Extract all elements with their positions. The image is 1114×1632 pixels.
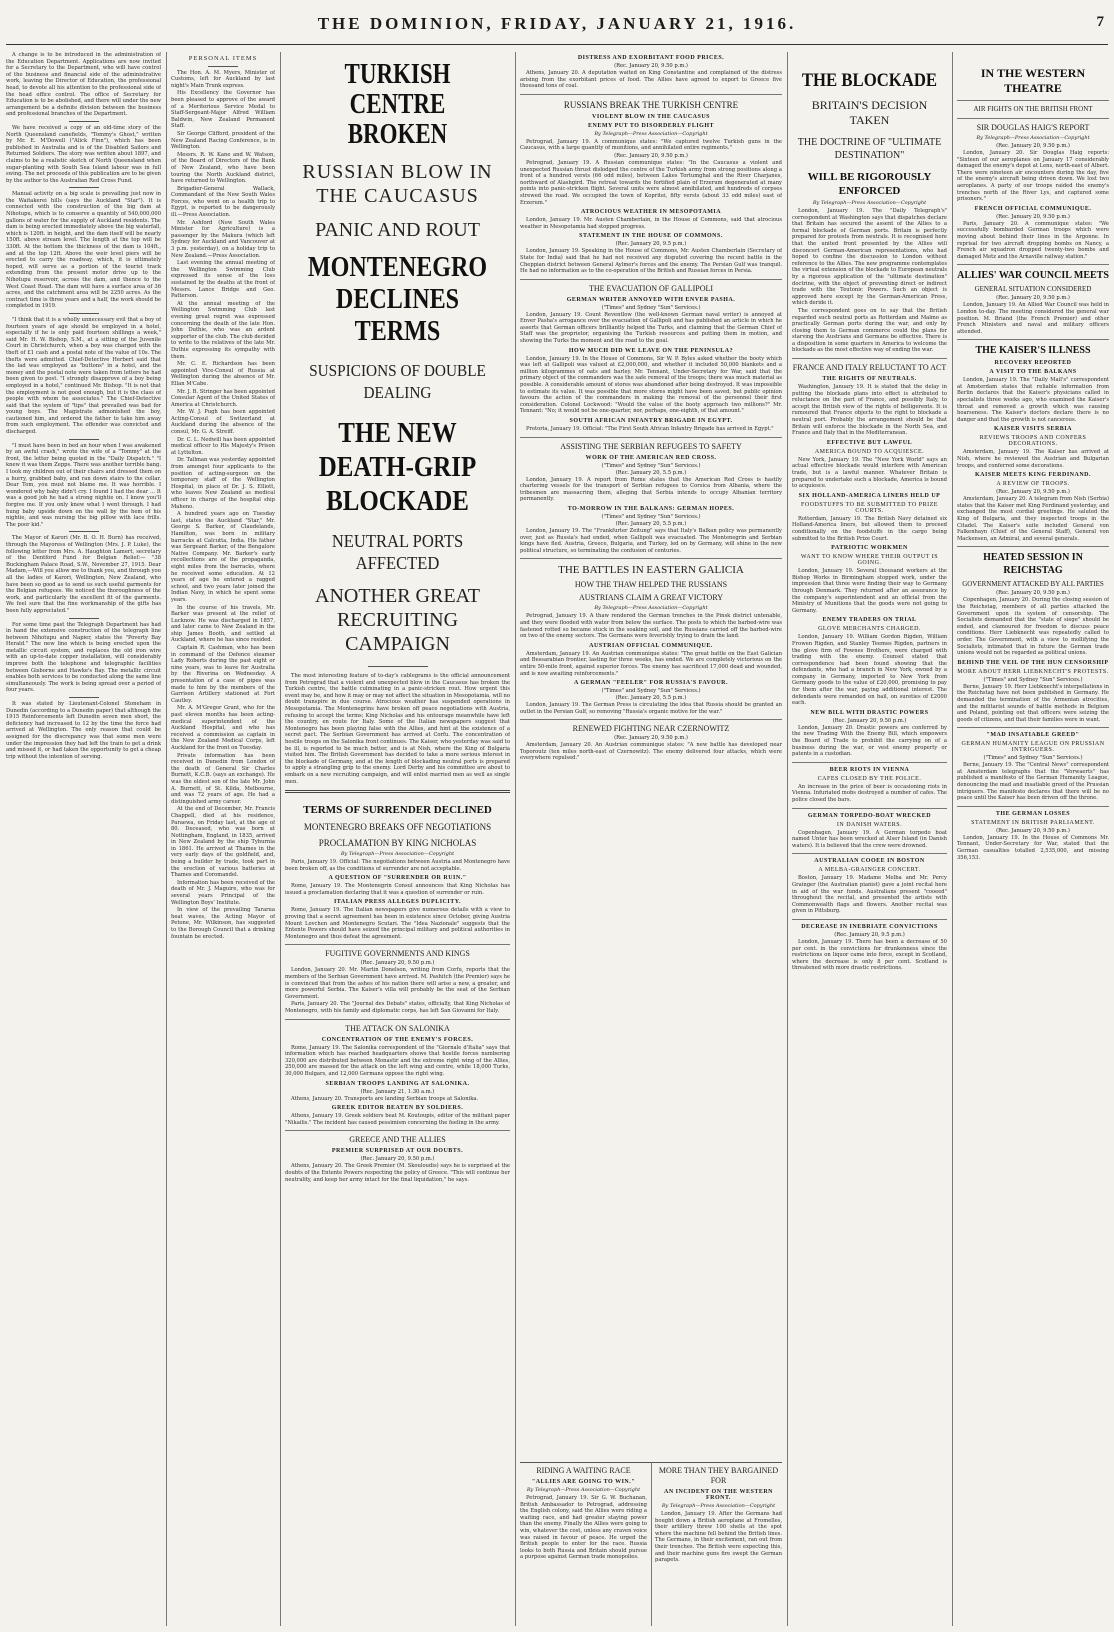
separator (792, 808, 947, 809)
received-time: (Rec. January 20, 9.50 p.m.) (996, 590, 1070, 597)
section-subheading: WANT TO KNOW WHERE THEIR OUTPUT IS GOING. (800, 554, 939, 567)
article-paragraph: At the annual meeting of the Wellington Swimming Club last evening great regret was expressed concerning the death of the late Hon. John Duthie, who was an ardent supporter of the club. The club decided to write to the relatives of the late Mr. Duthie expressing its sympathy with them. (171, 300, 275, 360)
section-subheading: GERMAN TORPEDO-BOAT WRECKED (807, 812, 932, 819)
received-time: (Rec. January 20, 9.5 p.m.) (615, 241, 687, 248)
received-time: (Rec. January 20, 9.50 p.m.) (832, 717, 907, 724)
sub-headline: BRITAIN'S DECISION TAKEN (811, 98, 928, 127)
article-paragraph: Rome, January 19. The Italian newspapers give numerous details with a view to proving that a secret agreement has been in existence since October, giving Austria Mount Lovchen and Montenegro Scutari. The "Idea Nazionale" suggests that the Entente Powers should have seized the principal military and political authorities in Montenegro and thus defeat the agreement. (285, 907, 510, 940)
section-subheading: THE GERMAN LOSSES (995, 810, 1071, 817)
section-subheading: PREMIER SURPRISED AT OUR DOUBTS. (331, 1148, 464, 1155)
article-paragraph: Athens, January 19. Greek soldiers beat M. Koutoupis, editor of the militant paper "Nikailis." The incident has caused pessimism concerning the feeling in the army. (285, 1113, 510, 1126)
separator (957, 806, 1109, 807)
article-paragraph: London, January 19. The German Press is circulating the idea that Russia should be granted an outlet in the Persian Gulf, so removing "Russia's organic motive for the war." (520, 702, 782, 715)
article-paragraph: Washington, January 19. It is stated that the delay in putting the blockade plans into effect is attributed to reluctance on the part of France, and possibly Italy, to accept the British view of the rights of belligerents. It is rumoured that France objects to the right to blockade a neutral port. Probably the arrangement should be that Britain will enforce the blockade in the North Sea, and France and Italy that in the Mediterranean. (792, 384, 947, 437)
masthead (0, 0, 1114, 56)
separator (792, 358, 947, 359)
received-time: (Rec. January 20, 9.50 p.m.) (614, 63, 688, 69)
section-subheading: A REVIEW OF TROOPS. (996, 481, 1070, 488)
article-paragraph: His Excellency the Governor has been pleased to approve of the award of a Meritorious Service Medal to Staff-Sergeant-Major Alfred William Baldwin, New Zealand Permanent Staff. (171, 90, 275, 130)
separator (368, 666, 428, 667)
received-time: (Rec. January 20, 5.5 p.m.) (615, 520, 687, 527)
section-subheading: AMERICA BOUND TO ACQUIESCE. (814, 448, 925, 455)
column-1 (6, 52, 161, 1626)
section-subheadline: AUSTRIANS CLAIM A GREAT VICTORY (578, 593, 724, 603)
sub-headline: ANOTHER GREAT RECRUITING CAMPAIGN (315, 585, 480, 655)
separator (520, 279, 782, 280)
article-paragraph: Manual activity on a big scale is prevailing just now in the Waitakerei hills (says the Auckland "Star"). It is connected with the construction of the big dam at Nihotupu, which is to conserve a quantity of 540,000,000 gallons of water for the supply of Auckland residents. The dam is being erected immediately above the big waterfall, which is 120ft. in height, and the dam itself will be nearly 150ft. above stream level. The length at the top will be 330ft. At the bottom the thickness of the dam is 104ft., and at the top 12ft. Above the weir level piers will be erected to carry the roadway, which, it is ultimately hoped, will serve as a portion of the tourist track extending from the present motor drive up to the Nihotupu reservoir, across the dam, and thence to the West Coast Road. The dam will have a surface area of 36 acres, and the catchment area will be 2250 acres. As the contract time is three years and a half, the work should be completed in 1919. (6, 191, 161, 310)
section-subheading: A MELBA-GRAINGER CONCERT. (818, 867, 921, 874)
headline: THE NEW DEATH-GRIP BLOCKADE (318, 417, 477, 517)
source-line: ("Times" and Sydney "Sun" Services.) (601, 513, 701, 520)
section-headline: THE EVACUATION OF GALLIPOLI (588, 283, 714, 293)
separator (520, 94, 782, 95)
section-subheading: DISTRESS AND EXORBITANT FOOD PRICES. (577, 55, 725, 61)
masthead-rule (6, 44, 1108, 45)
article-paragraph: Rome, January 19. The Salonika correspondent of the "Giornale d'Italia" says that information which has reached headquarters shows that hostile forces numbering 320,000 are distributed between Monastir and the extreme right wing of the Allies, 250,000 are massed for the attack on the left wing and centre, while 18,000 Turks, 30,000 Bulgars, and 12,000 Germans oppose the right wing. (285, 1044, 510, 1077)
separator (957, 100, 1109, 101)
section-headline: FUGITIVE GOVERNMENTS AND KINGS (325, 949, 470, 959)
article-paragraph: London, January 20. Sir Douglas Haig reports: "Sixteen of our aeroplanes on January 17 considerably damaged the enemy's depot at Lens, north-east of Albert. There were nineteen air encounters during the day, five of the enemy's aircraft being driven down. We lost two aeroplanes. A party of our troops raided the enemy's trenches north of the River Lys, and captured some prisoners." (957, 150, 1109, 203)
article-paragraph: Information has been received of the death of Mr. J. Maguire, who was for several years Principal of the Wellington Boys' Institute. (171, 879, 275, 906)
article-paragraph: Pretoria, January 19. Official: "The First South African Infantry Brigade has arrived in Egypt." (526, 426, 774, 432)
article-paragraph: London, January 19. Mr. Austen Chamberlain, in the House of Commons, said that atrocious weather in Mesopotamia had stopped progress. (520, 217, 782, 230)
separator (69, 618, 99, 619)
section-subheading: "MAD INSATIABLE GREED" (986, 732, 1080, 739)
article-paragraph: London, January 19. Count Reventlow (the well-known German naval writer) is annoyed at Enver Pasha's arrogance over the evacuation of Gallipoli and has published an article in which he asserts that German officers brilliantly helped the Turks, and claiming that the German Chief of Staff was the proprietor, organising the Turkish resources and putting them in motion, and showing the Turks the moment and the road to the goal. (520, 311, 782, 345)
article-paragraph: London, January 19. In the House of Commons Mr. Tennant, Under-Secretary for War, stated that the German casualties totalled 2,535,000, and missing 356,153. (957, 834, 1109, 861)
article-paragraph: London, January 19. A report from Rome states that the American Red Cross is hastily chartering vessels for the transport of Serbian refugees to Corsica from Albania, where the tribesmen are massacring them, alleging that Serbia intends to occupy Albanian territory permanently. (520, 476, 782, 503)
section-subheading: THE RIGHTS OF NEUTRALS. (822, 376, 917, 383)
article-paragraph: The correspondent goes on to say that the British regarded such neutral ports as Rotterdam and Malmo as practically German ports during the war, and only by closing them to German commerce could the plans for starving the Austrians and Germans be effective. There is a disposition in some quarters in America to welcome the blockade as the most effective way of ending the war. (792, 307, 947, 354)
article-paragraph: Athens, January 20. The Greek Premier (M. Skouloudis) says he is surprised at the doubts of the Entente Powers respecting the policy of Greece. "This will continue her neutrality, and keep her army intact for the final liquidation," he says. (285, 1163, 510, 1183)
main-headline: TURKISH CENTRE BROKEN (344, 59, 451, 150)
article-paragraph: Rome, January 19. The Montenegrin Consul announces that King Nicholas has issued a proclamation declaring that it was a question of surrender or ruin. (285, 883, 510, 896)
source-line: ("Times" and Sydney "Sun" Services.) (983, 676, 1083, 683)
section-subheading: SOUTH AFRICAN INFANTRY BRIGADE IN EGYPT. (569, 418, 733, 424)
article-paragraph: Amsterdam, January 19. An Austrian communique states: "The great battle on the East Galician and Bessarabian frontier, lasting for three weeks, has ended. We are completely victorious on the entire 50-mile front, against superior forces. The enemy has sacrificed 17,000 dead and wounded, and is now awaiting reinforcements." (520, 650, 782, 677)
section-subheading: FRENCH OFFICIAL COMMUNIQUE. (974, 205, 1092, 212)
section-subheading: AN INCIDENT ON THE WESTERN FRONT. (663, 1489, 774, 1501)
separator (957, 118, 1109, 119)
separator (792, 762, 947, 763)
article-paragraph: Paris, January 19. Official: The negotiations between Austria and Montenegro have been broken off, as the conditions of surrender are not acceptable. (285, 859, 510, 872)
article-paragraph: London, January 19. In the House of Commons, Sir W. P. Byles asked whether the booty which was left at Gallipoli was valued at £2,000,000, and whether it included 50,000 blankets and a million kilogrammes of oats and barley. Mr. Tennant, Under-Secretary for War, said that the primary object of the commanders was the safe removal of the troops; there was much material as possible. A considerable amount of stores was abandoned after being destroyed. It was impossible to estimate its value. It was possible that more stores might have been saved, but public opinion favours the action of the commanders in making the removal of the personnel their first consideration. Colonel Lockwood: "Would the value of the booty approach two millions?" Mr. Tennant: "No; it would not be one-quarter, nor, perhaps, one-eighth, of that amount." (520, 355, 782, 415)
article-paragraph: London, January 19. Several thousand workers at the Bishop Works in Birmingham stopped work, under the impression that three were finding their way to Germany through Denmark. They returned after an assurance by the company's superintendent and an official from the Ministry of Munitions that the goods were not going to Germany. (792, 568, 947, 614)
article-paragraph: Amsterdam, January 20. A telegram from Nish (Serbia) states that the Kaiser met King Ferdinand yesterday, and exchanged the most cordial greetings. He saluted the King of Bulgaria, and they inspected troops in the Citadel. The Kaiser's suite included General von Falkenhayn (Chief of the General Staff), General von Mackensen, an Admiral, and several generals. (957, 496, 1109, 542)
section-subheading: KAISER VISITS SERBIA (994, 426, 1072, 433)
byline: By Telegraph—Press Association—Copyright (526, 1487, 641, 1493)
headline: MONTENEGRO DECLINES TERMS (307, 252, 488, 347)
newspaper-title: THE DOMINION, FRIDAY, JANUARY 21, 1916. (317, 14, 797, 33)
separator (957, 264, 1109, 265)
article-paragraph: Petrograd, January 19. Sir G. W. Buchanan, British Ambassador to Petrograd, addressing the English colony, said the Allies were riding a waiting race, and had greater staying power than the enemy. Finally the Allies were going to win, whatever the cost, unless any craven voice was raised in favour of peace. He urged the British people to enter for the race. Russia looks to both Russia and Britain should pursue a purpose against German trade monopolies. (520, 1495, 647, 1561)
article-paragraph: Sir George Clifford, president of the New Zealand Racing Conference, is in Wellington. (171, 130, 275, 151)
article-paragraph: At the end of December, Mr. Francis Chappell, died at his residence, Paraewa, on Friday last, at the age of 80. Deceased, who was born at Nottingham, England, in 1835, arrived in New Zealand by the ship Tyburnia in 1861. He arrived at Thames in the very early days of the goldfield, and, being a builder by trade, took part in the erection of various batteries at Thames and Coromandel. (171, 806, 275, 879)
article-paragraph: "I must have been in bed an hour when I was awakened by an awful crash," wrote the wife of a "Tommy" at the front, the letter being quoted in the "Daily Dispatch." "I knew it was them Zepps. There was another terrible bang. I took my children out of their chairs and dressed them on a hurry, grabbed baby, and ran down stairs to the cellar. Dear Tom, you must not blame me. It was horrible. I wondered why baby didn't cry. I found I had the dear ... It was a good job he had a strong nightie on. I know you'll forgive me. If you only knew what I went through. I had hung baby upside down on the wall by the hem of his nightie, and was nursing the big pillow with lace frills. The poor kid." (6, 442, 161, 528)
column-5 (792, 52, 947, 1626)
article-paragraph: We have received a copy of an old-time story of the North Queensland canefields, "Tommy's Ghost," written by Mr. E. M'Dowell ("Alick Finn"), which has been published in Australia and is of the Disabled Sailors and Returned Soldiers. The story was written about 1897, and claims to be a realistic sketch of North Queensland when sugar-planting with South Sea Island labour was in full swing. The net proceeds of this publication are to be given by the author to the Australian Red Cross Fund. (6, 124, 161, 184)
section-subheading: STATEMENT IN BRITISH PARLIAMENT. (971, 819, 1095, 826)
separator (285, 1130, 510, 1131)
section-subheading: SIX HOLLAND-AMERICA LINERS HELD UP (798, 492, 941, 499)
received-time: (Rec. January 21, 1.30 a.m.) (360, 1088, 435, 1095)
byline: By Telegraph—Press Association—Copyright (976, 135, 1090, 141)
article-paragraph: London, January 19. After the Germans had bought down a British aeroplane at Fromelles, their artillery threw 100 shells at the spot where the machine fell behind the British lines. The Germans, in their excitement, ran out from their trenches. The British were expecting this, and their machine guns fire swept the German parapets. (655, 1511, 782, 1564)
page-number: 7 (1096, 14, 1104, 30)
sub-headline: SIR DOUGLAS HAIG'S REPORT (976, 123, 1090, 132)
section-subheading: ITALIAN PRESS ALLEGES DUPLICITY. (333, 899, 462, 906)
received-time: (Rec. January 20, 9.50 p.m.) (360, 1156, 435, 1163)
section-headline: ASSISTING THE SERBIAN REFUGEES TO SAFETY (560, 441, 742, 451)
received-time: (Rec. January 20, 9.50 p.m.) (996, 295, 1070, 302)
article-paragraph: The Mayor of Karori (Mr. B. O. H. Burn) has received, through the Mayoress of Wellington (Mrs. J. P. Luke), the following letter from Mrs. A. Haughton Lamert, secretary of the Dentford Fund for Belgian Relief:— "38 Buckingham Palace Road, S.W., November 27, 1915. Dear Madam,—Will you allow me to thank you, and through you all the ladies of Karori, Wellington, New Zealand, who have been so good as to send us such useful garments for the Belgian refugees. We noticed the thoroughness of the work, and particularly the excellent fit of the garments. We feel sure that the fine workmanship of the gifts has been fully appreciated." (6, 535, 161, 614)
separator (285, 944, 510, 945)
byline: By Telegraph—Press Association—Copyright (340, 851, 455, 858)
section-subheading: IN DANISH WATERS. (836, 821, 903, 828)
section-subheading: BEER RIOTS IN VIENNA (829, 766, 910, 773)
article-paragraph: Mr. W. J. Pugh has been appointed Acting-Consul of Switzerland at Auckland during the absence of the consul, Mr. G. A. Streiff. (171, 409, 275, 436)
sub-headline: WILL BE RIGOROUSLY ENFORCED (807, 171, 932, 197)
section-subheading: A VISIT TO THE BALKANS (989, 369, 1077, 376)
article-paragraph: London, January 20. Mr. Martin Donelson, writing from Corfu, reports that the members of the Serbian Government have arrived. M. Pashitch (the Premier) says he is convinced that from the ashes of his nation there will arise a new, a greater, and more powerful Serbia. The Kaiser's villa will probably be the seat of the Serbian Government. (285, 967, 510, 1000)
received-time: (Rec. January 20, 9.50 p.m.) (614, 735, 688, 742)
received-time: (Rec. January 20, 9.50 p.m.) (360, 960, 435, 967)
article-paragraph: London, January 19. William Gordon Rigden, William Frowen Rigden, and Stanley Teemes Rigden, partners in the glove firm of Fownes Brothers, were charged with trading with the enemy. Counsel stated that correspondence had been found showing that the defendants, who had a branch in New York, owned by a company in Germany, imported to New York from Germany goods to the value of £20,000, promising to pay for them after the war, paying additional interest. The defendants were remanded on bail, on sureties of £2000 each. (792, 634, 947, 707)
article-paragraph: London, January 20. Drastic powers are conferred by the new Trading With the Enemy Bill, which empowers the Board of Trade to prohibit the carrying on of a business during the war, or vest enemy property or patents in a custodian. (792, 724, 947, 758)
byline: By Telegraph—Press Association—Copyright (812, 200, 927, 206)
article-paragraph: A change is to be introduced in the administration of the Education Department. Applications are now invited for a Secretary to the Department, who will have control of the business and financial side of the administrative work, leaving the Director of Education, the professional head, to devote all his attention to the professional side of the head office control. The office of Secretary for Education is to be abolished, and there will under the new arrangement be a definite division between the business and professional branches of the Department. (6, 52, 161, 118)
article-paragraph: Paris, January 20. The "Journal des Debats" states, officially, that King Nicholas of Montenegro, with his family and diplomatic corps, has left San Giovanni for Italy. (285, 1001, 510, 1014)
received-time: (Rec. January 20, 5.5 p.m.) (615, 695, 687, 702)
separator (957, 546, 1109, 547)
column-rule (952, 52, 953, 1626)
article-paragraph: "I think that it is a wholly unnecessary evil that a boy of fourteen years of age should be employed in a hotel, especially if he is only paid fourteen shillings a week," said Mr. H. W. Bishop, S.M., at a sitting of the Juvenile Court in Christchurch, when a boy was charged with the theft of £1 cash and a postal note of the value of 10s. The thefts were admitted. Chief-Detective Herbert said that the lad was employed as "buttons" in a hotel, and the money and the postal note were taken from letters he had been given to post. "I strongly disapprove of a boy being employed in a hotel," continued Mr. Bishop. "It is not that the employment is not good enough, but it is the class of people with whom he associates." The Chief-Detective said that the system of "tips" that prevailed was bad for young boys. The Magistrate admonished the boy, cautioned him, and ordered the father to take him away from such employment. The offender was convicted and discharged. (6, 316, 161, 436)
article-paragraph: An increase in the price of beer is occasioning riots in Vienna. Infuriated mobs destroyed a number of cafes. The police closed the bars. (792, 783, 947, 803)
separator (69, 531, 99, 532)
section-headline: RUSSIANS BREAK THE TURKISH CENTRE (563, 99, 739, 110)
article-paragraph: New York, January 19. The "New York World" says an actual effective blockade would interfere with American trade, but is a lawful manner. Whatever Britain is prepared to undertake such a blockade, America is bound to acquiesce. (792, 456, 947, 490)
column-4-bottom-left (520, 1466, 647, 1626)
article-paragraph: Brigadier-General Wallack, Commandant of the New South Wales Forces, who went on a health trip to Egypt, is reported to be dangerously ill.—Press Association. (171, 185, 275, 219)
article-paragraph: Copenhagen, January 19. A German torpedo boat named Unter has been wrecked at Alser Island (in Danish waters). It is believed that the crew were drowned. (792, 829, 947, 849)
main-headline: IN THE WESTERN THEATRE (980, 66, 1086, 95)
column-6 (957, 52, 1109, 1626)
separator (792, 853, 947, 854)
article-paragraph: Mr. C. E. Richardson has been appointed Vice-Consul of Russia at Wellington during the absence of Mr. Ellan M'Cabe. (171, 361, 275, 387)
column-4-bottom-right (655, 1466, 782, 1626)
article-paragraph: Petrograd, January 19. A communique states: "We captured twelve Turkish guns in the Caucasus, with a large quantity of munitions, and annihilated entire regiments." (520, 138, 782, 152)
section-subheading: MORE ABOUT HERR LIEBKNECHT'S PROTESTS. (957, 668, 1109, 675)
article-paragraph: Petrograd, January 19. A thaw rendered the German trenches in the Pinsk district untenable, and they were flooded with water from below the surface. The posts to which the barbed-wire was fastened rotted so became stuck in the soaking soil, and the Russians carried off the barbed-wire on two of the enemy sectors. The Germans were feverishly trying to drain the land. (520, 613, 782, 640)
article-paragraph: Mr. A. M'Gregor Grant, who for the past eleven months has been acting-medical superintendent of the Auckland Hospital, and who has received a commission as captain in the New Zealand Medical Corps, left Auckland for the front on Tuesday. (171, 705, 275, 751)
section-subheading: GREEK EDITOR BEATEN BY SOLDIERS. (331, 1105, 464, 1112)
section-headline: RIDING A WAITING RACE (536, 1466, 631, 1475)
article-paragraph: Captain R. Cashman, who has been in command of the Defence steamer Lady Roberts during the past eight or nine years, was to leave for Australia by the Riverina on Wednesday. A presentation of a case of pipes was made to him by the members of the Garrison Artillery stationed at Fort Cautley. (171, 645, 275, 704)
received-time: (Rec. January 20, 9.50 p.m.) (996, 143, 1070, 149)
byline: By Telegraph—Press Association—Copyright (661, 1503, 776, 1509)
column-rule (515, 52, 516, 1626)
byline: By Telegraph—Press Association—Copyright (594, 130, 708, 137)
separator (520, 558, 782, 559)
separator (957, 339, 1109, 340)
column-rule (166, 52, 167, 1626)
section-subheading: CAFES CLOSED BY THE POLICE. (817, 775, 922, 782)
sub-headline: RUSSIAN BLOW IN THE CAUCASUS (302, 161, 493, 207)
received-time: (Rec. January 20, 9.5 p.m.) (834, 931, 905, 938)
column-4 (520, 52, 782, 1462)
section-subheading: VIOLENT BLOW IN THE CAUCASUS (591, 113, 711, 120)
section-headline: FRANCE AND ITALY RELUCTANT TO ACT (792, 363, 947, 373)
article-paragraph: In the course of his travels, Mr. Barker was present at the relief of Lucknow. He was discharged in 1857, and later came to New Zealand in the ship James Booth, and settled at Auckland, where he has since resided. (171, 604, 275, 644)
section-subheadline: HOW THE THAW HELPED THE RUSSIANS (574, 580, 728, 590)
article-paragraph: London, January 19. An Allied War Council was held in London to-day. The meeting considered the general war position. M. Briand (the French Premier) and other French Ministers and naval and military officers attended. (957, 302, 1109, 335)
article-paragraph: The Hon. A. M. Myers, Minister of Customs, left for Auckland by last night's Main Trunk express. (171, 69, 275, 89)
section-subheading: ATROCIOUS WEATHER IN MESOPOTAMIA (580, 209, 722, 216)
section-subheading: NEW BILL WITH DRASTIC POWERS (810, 709, 929, 716)
section-subheading: AUSTRALIAN COOEE IN BOSTON (814, 858, 925, 865)
received-time: (Rec. January 20, 9.50 p.m.) (996, 489, 1070, 496)
separator (957, 727, 1109, 728)
article-paragraph: Amsterdam, January 20. An Austrian communique states: "A new battle has developed near Toporoutz (ten miles north-east of Czernowitz). The enemy delivered four attacks, which were everywhere repulsed." (520, 742, 782, 762)
article-paragraph: London, January 19. The "Frankfurter Zeitung" says that Italy's Balkan policy was permanently over, just as Russia's had ended, when Gallipoli was evacuated. The Montenegrin and Serbian kings have fled. Austria, Greece, Bulgaria, and Turkey, led on by Germany, will shine in the new political structure, so terminating the confusion of centuries. (520, 527, 782, 554)
article-paragraph: Last evening the annual meeting of the Wellington Swimming Club expressed its sense of the loss sustained by the deaths at the front of Messrs. Lance Bridge and Geo. Patterson. (171, 260, 275, 300)
section-subheading: WORK OF THE AMERICAN RED CROSS. (585, 454, 717, 461)
article-paragraph: For some time past the Telegraph Department has had in hand the extensive construction of the telegraph line between Nihotupu and Napier, states the "Poverty Bay Herald." The new line which is being erected upon the metallic circuit system, and replaces the old iron wire with an up-to-date copper installation, will considerably improve both the telephone and telegraphic facilities between Gisborne and Hawke's Bay. The metallic circuit enables both services to be conducted along the same line simultaneously. The work is being spread over a period of four years. (6, 621, 161, 694)
section-subheadline: GENERAL SITUATION CONSIDERED (974, 285, 1092, 294)
section-headline: THE ATTACK ON SALONIKA (345, 1023, 450, 1033)
separator (69, 121, 99, 122)
separator (208, 66, 238, 67)
article-paragraph: Rotterdam, January 19. The British Navy detained six Holland-America liners, but allowed them to proceed conditionally on the foodstuffs in the cargo being submitted to the British Prize Court. (792, 515, 947, 542)
section-subheading: DECREASE IN INEBRIATE CONVICTIONS (801, 923, 938, 930)
received-time: (Rec. January 20, 9.50 p.m.) (614, 152, 688, 159)
received-time: (Rec. January 20, 5.5 p.m.) (615, 469, 687, 476)
article-paragraph: Paris, January 20. A communique states: "We successfully bombarded German troops which were moving about behind their lines in the Argonne. In reprisal for two aircraft dropping bombs on Nancy, a French air squadron dropped twenty-two bombs and damaged Metz and the Arnaville railway station." (957, 220, 1109, 260)
column-2 (171, 52, 275, 1626)
received-time: (Rec. January 20, 9.50 p.m.) (996, 827, 1070, 834)
separator (69, 313, 99, 314)
source-line: ("Times" and Sydney "Sun" Services.) (983, 755, 1083, 762)
sub-headline: AIR FIGHTS ON THE BRITISH FRONT (973, 105, 1093, 113)
section-subheading: PATRIOTIC WORKMEN (831, 545, 908, 552)
section-headline: THE KAISER'S ILLNESS (975, 345, 1091, 357)
article-paragraph: Private information has been received in Dunedin from London of the death of General Sir Charles Burnett, K.C.B. (says an exchange). He was the eldest son of the late Mr. John A. Burnett, of St. Kilda, Melbourne, and was 72 years of age. He had a distinguished army career. (171, 752, 275, 805)
sub-headline: SUSPICIONS OF DOUBLE DEALING (309, 361, 486, 402)
section-subheading: ENEMY TRADERS ON TRIAL (822, 617, 917, 624)
separator (285, 1019, 510, 1020)
article-paragraph: A hundred years ago on Tuesday last, states the Auckland "Star," Mr. George S. Barker, of Claudelands, Hamilton, was born in military barracks at Calcutta, India. His father was Sergeant Barker, of the Bengalore Native Company. Mr. Barker's early recollections are of the propaganda, eight miles from the barracks, where he received some education. At 12 years of age he entered a ragged school, and two years later joined the Indian Navy, in which he spent some years. (171, 511, 275, 603)
column-3 (285, 52, 510, 1626)
section-subheading: GERMAN WRITER ANNOYED WITH ENVER PASHA. (566, 296, 736, 303)
source-line: ("Times" and Sydney "Sun" Services.) (601, 462, 701, 469)
received-time: (Rec. January 20, 9.50 p.m.) (996, 213, 1070, 220)
section-subheading: "ALLIES ARE GOING TO WIN." (531, 1479, 636, 1485)
section-subheading: GLOVE MERCHANTS CHARGED. (818, 626, 921, 633)
section-subheadline: GOVERNMENT ATTACKED BY ALL PARTIES (962, 580, 1104, 589)
article-intro: The most interesting feature of to-day's cablegrams is the official announcement from Petrograd that a violent and unexpected blow in the Caucasus has broken the Turkish centre, the battle culminating in a panic-stricken rout. How urgent this event may be, and how it may or may not affect the situation in Mesopotamia, will no doubt transpire in due course. Atrocious weather has suspended operations in Mesopotamia. The Montenegrins have broken off peace negotiations with Austria, refusing to accept the terms; King Nicholas and his entourage meanwhile have left the country, en route for Italy. Some of the Italian newspapers suggest that Montenegro has been playing false with the Allies, and hint at the existence of a secret pact. The Serbian Government has arrived at Corfu. The concentration of hostile troops on the Salonika front continues. The Kaiser, who yesterday was said to be ill, is reported to be much better, and is at Nish, where the King of Bulgaria visited him. The British Government has decided to take a more serious interest in the blockade of Germany, and at the length of blockading neutral ports is prepared to apply a strangling grip to the enemy. Lord Derby and his committee are about to embark on a new recruiting campaign, and will enlist married men as well as single men. (285, 673, 510, 785)
article-paragraph: Dr. C. L. Nedwill has been appointed medical officer to His Majesty's Prison at Lyttelton. (171, 436, 275, 456)
sub-headline: THE DOCTRINE OF "ULTIMATE DESTINATION" (797, 137, 942, 161)
article-paragraph: Petrograd, January 19. A Russian communique states: "In the Caucasus a violent and unexpected Russian thrust dislodged the centre of the Turkish army from strong positions along a front of a hundred versts (66 odd miles), between Lakes Tortumghal and the River Charjanes, northward of Alashgird. The retreat towards the fortified plain of Erzerum degenerated at many points into panic-stricken flight. Several units were almost annihilated, and hundreds of corpses strewed the road. We occupied the town of Kopritei, fifty versts (about 33 odd miles) east of Erzerum." (520, 159, 782, 206)
article-paragraph: Mr. Ashford (New South Wales Minister for Agriculture) is a passenger by the Makura (which left Sydney for Auckland and Vancouver at 3 p.m. yesterday), on a holiday trip to New Zealand.—Press Association. (171, 219, 275, 259)
section-headline: GREECE AND THE ALLIES (349, 1135, 446, 1145)
section-subheadline: MONTENEGRO BREAKS OFF NEGOTIATIONS (303, 822, 492, 833)
section-headline: RENEWED FIGHTING NEAR CZERNOWITZ (572, 724, 730, 734)
separator (285, 790, 510, 793)
section-headline: THE BATTLES IN EASTERN GALICIA (558, 564, 744, 577)
section-headline: MORE THAN THEY BARGAINED FOR (658, 1466, 779, 1485)
section-subheading: EFFECTIVE BUT LAWFUL (826, 439, 913, 446)
article-paragraph: Dr. Tallman was yesterday appointed from amongst four applicants to the position of acting-surgeon on the temporary staff of the Wellington Hospital, in place of Dr. J. S. Elliott, who leaves New Zealand as medical officer in charge of the hospital ship Maheno. (171, 457, 275, 510)
article-paragraph: In view of the prevailing Tararua heat waves, the Acting Mayor of Petone, Mr. Wilkinson, has suggested to the Borough Council that a drinking fountain be erected. (171, 907, 275, 940)
section-headline: HEATED SESSION IN REICHSTAG (983, 552, 1083, 577)
section-subheading: ENEMY PUT TO DISORDERLY FLIGHT (587, 122, 715, 129)
article-paragraph: Copenhagen, January 20. During the closing session of the Reichstag, members of all parties attacked the Government upon its system of censorship. The Socialists demanded that the "state of siege" should be ended, and clamoured for freedom to discuss peace conditions. Herr Liebknecht was repeatedly called to order. The Government, with a view to mollifying the Socialists, intimated that in future the German trade unions would not be regarded as political unions. (957, 597, 1109, 657)
separator (69, 187, 99, 188)
section-subheading: RECOVERY REPORTED (994, 360, 1072, 367)
section-subheading: STATEMENT IN THE HOUSE OF COMMONS. (579, 233, 723, 240)
source-line: ("Times" and Sydney "Sun" Services.) (601, 688, 701, 695)
article-paragraph: London, January 19. There has been a decrease of 50 per cent. in the convictions for drunkenness since the restrictions on liquor came into force, except in Scotland, where the decrease is only 8 per cent. Scotland is threatened with more drastic restrictions. (792, 938, 947, 972)
section-subheading: FOODSTUFFS TO BE SUBMITTED TO PRIZE COURTS. (801, 501, 938, 514)
article-paragraph: Mr. J. B. Stringer has been appointed Consular Agent of the United States of America at Christchurch. (171, 388, 275, 408)
section-subheading: TO-MORROW IN THE BALKANS: GERMAN HOPES. (567, 505, 735, 512)
column-rule (280, 52, 281, 1626)
section-subheading: A QUESTION OF "SURRENDER OR RUIN." (328, 875, 467, 882)
article-paragraph: Messrs. R. W. Kane and W. Watson, of the Board of Directors of the Bank of New Zealand, who have been touring the North Auckland district, have returned to Wellington. (171, 151, 275, 185)
section-subheading: CONCENTRATION OF THE ENEMY'S FORCES. (321, 1036, 474, 1043)
column-rule (651, 1462, 652, 1626)
section-subheading: AUSTRIAN OFFICIAL COMMUNIQUE. (589, 642, 713, 649)
article-paragraph: Athens, January 20. A deputation waited on King Constantine and complained of the distress arising from the exorbitant prices of food. The Allies have agreed to export to Greece five thousand tons of coal. (520, 70, 782, 90)
source-line: ("Times" and Sydney "Sun" Services.) (601, 304, 701, 311)
article-paragraph: Berne, January 19. The "Central News" correspondent at Amsterdam telegraphs that the "Vorwaerts" has published a manifesto of the German Humanity League, denouncing the mad and insatiable greed of the Prussian intriguers. The manifesto declares that there will be no peace until the Kaiser has been driven off the throne. (957, 762, 1109, 802)
section-subheading: BEHIND THE VEIL OF THE HUN CENSORSHIP (957, 659, 1109, 666)
section-subheading: GERMAN HUMANITY LEAGUE ON PRUSSIAN INTRIGUERS. (961, 741, 1105, 754)
column-rule (787, 52, 788, 1626)
article-paragraph: Athens, January 20. Transports are landing Serbian troops at Salonika. (291, 1095, 479, 1102)
section-subheading: SERBIAN TROOPS LANDING AT SALONIKA. (325, 1080, 470, 1087)
sub-headline: NEUTRAL PORTS AFFECTED (331, 531, 464, 573)
separator (792, 919, 947, 920)
section-subheadline: PROCLAMATION BY KING NICHOLAS (318, 838, 477, 849)
separator (69, 697, 99, 698)
section-heading: PERSONAL ITEMS (188, 55, 258, 62)
separator (69, 439, 99, 440)
separator (520, 437, 782, 438)
section-subheading: HOW MUCH DID WE LEAVE ON THE PENINSULA? (568, 347, 734, 354)
separator (520, 719, 782, 720)
section-headline: TERMS OF SURRENDER DECLINED (303, 804, 492, 817)
main-headline: THE BLOCKADE (801, 70, 938, 91)
article-paragraph: London, January 19. The "Daily Mail's" correspondent at Amsterdam states that reliable information from Berlin declares that the Kaiser's physicians called in specialists three weeks ago, who examined the Kaiser's throat and removed a growth which was causing hoarseness. The Kaiser's doctors declare there is no danger and that the growth is not cancerous. (957, 377, 1109, 423)
article-paragraph: London, January 19. The "Daily Telegraph's" correspondent at Washington says that dispatches declare that Britain has secured the assent of the Allies to a formal blockade of German ports. Britain is perfectly prepared for protests from neutrals. It is recognised here that the united front presented by the Allies will disconcert German-American representations, who had hoped to confine the discussion to London without reference to the Allies. The new programme contemplates the virtual extension of the blockade to European neutrals by a rigorous application of the "ultimate destination" doctrine, with the object of preventing direct or indirect trade with the Teutonic Powers. Such an object is approved here except by the German-American Press, which deride it. (792, 208, 947, 307)
section-subheading: A GERMAN "FEELER" FOR RUSSIA'S FAVOUR. (573, 680, 728, 687)
section-headline: ALLIES' WAR COUNCIL MEETS (957, 270, 1109, 282)
article-paragraph: Boston, January 19. Madame Melba and Mr. Percy Grainger (the Australian pianist) gave a joint recital here in aid of the war funds. Australians present "cooeed" throughout the recital, and presented the artists with Commonwealth flags and flowers. Another recital was given in Pittsburg. (792, 875, 947, 915)
article-paragraph: It was stated by Lieutenant-Colonel Stoneham in Dunedin (according to a Dunedin paper) that although the 1915 Reinforcements left Dunedin seven men short, the deficiency had increased to 12 by the time the force had arrived at Wellington. The only reason that could be assigned for the discrepancy was that some men were under the impression they had left the train to get a drink and missed it, or had taken the opportunity to get a cheap trip without the intention of serving. (6, 701, 161, 760)
article-paragraph: Amsterdam, January 19. The Kaiser has arrived at Nish, where he reviewed the Austrian and Bulgarian troops, and conferred some decorations. (957, 449, 1109, 469)
byline: By Telegraph—Press Association—Copyright (594, 605, 708, 612)
section-subheading: REVIEWS TROOPS AND CONFERS DECORATIONS. (979, 435, 1087, 448)
article-paragraph: Berne, January 19. Herr Liebknecht's interpellations in the Reichstag have not been published in Germany. He demanded the termination of the Armenian atrocities, and the militarist sounds of battle methods in Belgium and Poland, pointing out that officers were seizing the goods of citizens, and that their families were in want. (957, 683, 1109, 723)
article-paragraph: London, January 19. Speaking in the House of Commons, Mr. Austen Chamberlain (Secretary of State for India) said that he had not received any disputed covering the recent battle in the Cheppian district between General Aylmer's forces and the enemy. The Persian Gulf was tranquil. He had no information as to the co-operation of the British and Russian forces in Persia. (520, 248, 782, 275)
sub-headline: PANIC AND ROUT (315, 219, 480, 241)
section-subheading: KAISER MEETS KING FERDINAND. (974, 472, 1091, 479)
